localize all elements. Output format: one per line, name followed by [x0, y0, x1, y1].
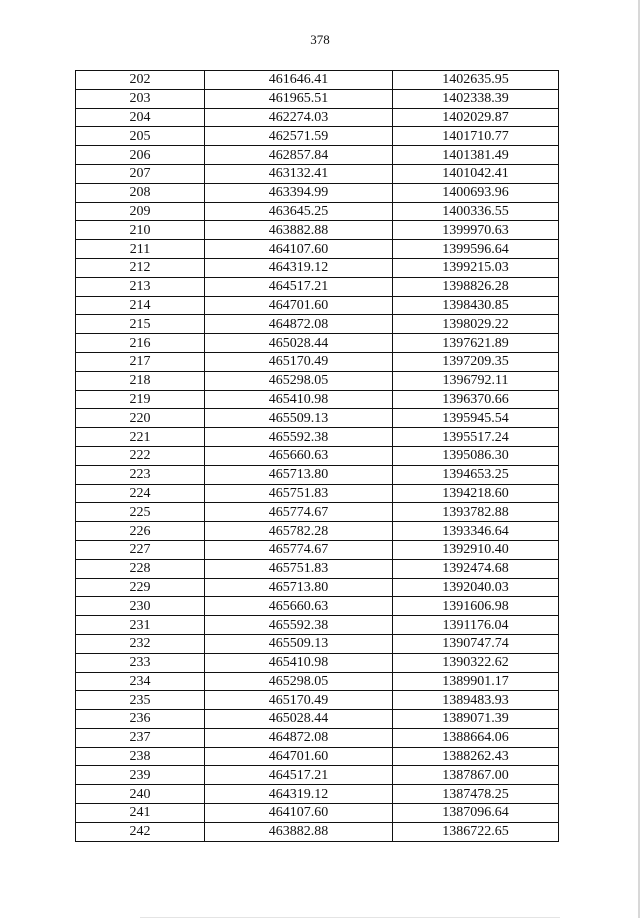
x-coordinate-cell: 463645.25: [205, 202, 393, 221]
point-number-cell: 216: [76, 334, 205, 353]
y-coordinate-cell: 1401710.77: [393, 127, 559, 146]
table-row: [76, 89, 559, 108]
point-number-cell: 207: [76, 164, 205, 183]
y-coordinate-cell: 1400336.55: [393, 202, 559, 221]
y-coordinate-cell: 1397209.35: [393, 352, 559, 371]
table-row: [76, 71, 559, 90]
table-row: [76, 371, 559, 390]
y-coordinate-cell: 1402029.87: [393, 108, 559, 127]
y-coordinate-cell: 1398826.28: [393, 277, 559, 296]
table-row: [76, 578, 559, 597]
point-number-cell: 224: [76, 484, 205, 503]
y-coordinate-cell: 1394653.25: [393, 465, 559, 484]
point-number-cell: 237: [76, 728, 205, 747]
point-number-cell: 227: [76, 540, 205, 559]
x-coordinate-cell: 465782.28: [205, 522, 393, 541]
point-number-cell: 203: [76, 89, 205, 108]
x-coordinate-cell: 465170.49: [205, 691, 393, 710]
table-row: [76, 334, 559, 353]
coordinate-table: [75, 70, 559, 842]
x-coordinate-cell: 464107.60: [205, 240, 393, 259]
x-coordinate-cell: 465592.38: [205, 428, 393, 447]
table-row: [76, 240, 559, 259]
point-number-cell: 210: [76, 221, 205, 240]
y-coordinate-cell: 1392474.68: [393, 559, 559, 578]
point-number-cell: 242: [76, 822, 205, 841]
x-coordinate-cell: 465774.67: [205, 503, 393, 522]
point-number-cell: 206: [76, 146, 205, 165]
point-number-cell: 223: [76, 465, 205, 484]
point-number-cell: 219: [76, 390, 205, 409]
x-coordinate-cell: 463882.88: [205, 822, 393, 841]
point-number-cell: 234: [76, 672, 205, 691]
x-coordinate-cell: 465751.83: [205, 484, 393, 503]
x-coordinate-cell: 464319.12: [205, 785, 393, 804]
x-coordinate-cell: 464872.08: [205, 315, 393, 334]
x-coordinate-cell: 463882.88: [205, 221, 393, 240]
y-coordinate-cell: 1396792.11: [393, 371, 559, 390]
x-coordinate-cell: 465410.98: [205, 390, 393, 409]
table-row: [76, 258, 559, 277]
x-coordinate-cell: 465713.80: [205, 465, 393, 484]
x-coordinate-cell: 464319.12: [205, 258, 393, 277]
table-row: [76, 390, 559, 409]
x-coordinate-cell: 465028.44: [205, 710, 393, 729]
table-row: [76, 465, 559, 484]
y-coordinate-cell: 1386722.65: [393, 822, 559, 841]
x-coordinate-cell: 465509.13: [205, 409, 393, 428]
table-row: [76, 108, 559, 127]
table-row: [76, 221, 559, 240]
y-coordinate-cell: 1397621.89: [393, 334, 559, 353]
table-row: [76, 672, 559, 691]
x-coordinate-cell: 464517.21: [205, 277, 393, 296]
table-row: [76, 785, 559, 804]
x-coordinate-cell: 465170.49: [205, 352, 393, 371]
y-coordinate-cell: 1392040.03: [393, 578, 559, 597]
x-coordinate-cell: 465713.80: [205, 578, 393, 597]
y-coordinate-cell: 1400693.96: [393, 183, 559, 202]
y-coordinate-cell: 1396370.66: [393, 390, 559, 409]
x-coordinate-cell: 463394.99: [205, 183, 393, 202]
y-coordinate-cell: 1387478.25: [393, 785, 559, 804]
point-number-cell: 229: [76, 578, 205, 597]
x-coordinate-cell: 464701.60: [205, 747, 393, 766]
y-coordinate-cell: 1399970.63: [393, 221, 559, 240]
y-coordinate-cell: 1388262.43: [393, 747, 559, 766]
table-row: [76, 540, 559, 559]
x-coordinate-cell: 464517.21: [205, 766, 393, 785]
x-coordinate-cell: 465774.67: [205, 540, 393, 559]
y-coordinate-cell: 1395945.54: [393, 409, 559, 428]
page-number: 378: [310, 32, 330, 47]
x-coordinate-cell: 462571.59: [205, 127, 393, 146]
table-row: [76, 728, 559, 747]
table-row: [76, 428, 559, 447]
x-coordinate-cell: 464872.08: [205, 728, 393, 747]
point-number-cell: 202: [76, 71, 205, 90]
table-row: [76, 634, 559, 653]
x-coordinate-cell: 463132.41: [205, 164, 393, 183]
table-row: [76, 183, 559, 202]
x-coordinate-cell: 465509.13: [205, 634, 393, 653]
table-row: [76, 766, 559, 785]
table-row: [76, 503, 559, 522]
x-coordinate-cell: 465592.38: [205, 616, 393, 635]
table-row: [76, 296, 559, 315]
point-number-cell: 228: [76, 559, 205, 578]
point-number-cell: 214: [76, 296, 205, 315]
y-coordinate-cell: 1387096.64: [393, 804, 559, 823]
table-row: [76, 127, 559, 146]
table-row: [76, 446, 559, 465]
y-coordinate-cell: 1402338.39: [393, 89, 559, 108]
x-coordinate-cell: 462857.84: [205, 146, 393, 165]
point-number-cell: 236: [76, 710, 205, 729]
point-number-cell: 222: [76, 446, 205, 465]
x-coordinate-cell: 465410.98: [205, 653, 393, 672]
coordinate-table-body: [76, 71, 559, 842]
x-coordinate-cell: 464701.60: [205, 296, 393, 315]
y-coordinate-cell: 1393782.88: [393, 503, 559, 522]
point-number-cell: 235: [76, 691, 205, 710]
table-row: [76, 822, 559, 841]
point-number-cell: 205: [76, 127, 205, 146]
y-coordinate-cell: 1390322.62: [393, 653, 559, 672]
y-coordinate-cell: 1401042.41: [393, 164, 559, 183]
table-row: [76, 597, 559, 616]
y-coordinate-cell: 1398430.85: [393, 296, 559, 315]
y-coordinate-cell: 1395086.30: [393, 446, 559, 465]
table-row: [76, 559, 559, 578]
point-number-cell: 213: [76, 277, 205, 296]
table-row: [76, 277, 559, 296]
point-number-cell: 204: [76, 108, 205, 127]
x-coordinate-cell: 465660.63: [205, 597, 393, 616]
table-row: [76, 804, 559, 823]
y-coordinate-cell: 1391176.04: [393, 616, 559, 635]
table-row: [76, 146, 559, 165]
x-coordinate-cell: 461646.41: [205, 71, 393, 90]
point-number-cell: 225: [76, 503, 205, 522]
y-coordinate-cell: 1401381.49: [393, 146, 559, 165]
y-coordinate-cell: 1395517.24: [393, 428, 559, 447]
point-number-cell: 232: [76, 634, 205, 653]
point-number-cell: 221: [76, 428, 205, 447]
x-coordinate-cell: 465298.05: [205, 672, 393, 691]
x-coordinate-cell: 464107.60: [205, 804, 393, 823]
x-coordinate-cell: 465660.63: [205, 446, 393, 465]
table-row: [76, 315, 559, 334]
table-row: [76, 522, 559, 541]
x-coordinate-cell: 462274.03: [205, 108, 393, 127]
point-number-cell: 212: [76, 258, 205, 277]
point-number-cell: 233: [76, 653, 205, 672]
point-number-cell: 218: [76, 371, 205, 390]
point-number-cell: 231: [76, 616, 205, 635]
point-number-cell: 208: [76, 183, 205, 202]
table-row: [76, 409, 559, 428]
point-number-cell: 238: [76, 747, 205, 766]
point-number-cell: 217: [76, 352, 205, 371]
y-coordinate-cell: 1390747.74: [393, 634, 559, 653]
table-row: [76, 164, 559, 183]
y-coordinate-cell: 1394218.60: [393, 484, 559, 503]
table-row: [76, 616, 559, 635]
x-coordinate-cell: 461965.51: [205, 89, 393, 108]
point-number-cell: 240: [76, 785, 205, 804]
y-coordinate-cell: 1392910.40: [393, 540, 559, 559]
y-coordinate-cell: 1389901.17: [393, 672, 559, 691]
y-coordinate-cell: 1398029.22: [393, 315, 559, 334]
table-row: [76, 710, 559, 729]
y-coordinate-cell: 1391606.98: [393, 597, 559, 616]
table-row: [76, 202, 559, 221]
x-coordinate-cell: 465028.44: [205, 334, 393, 353]
y-coordinate-cell: 1402635.95: [393, 71, 559, 90]
point-number-cell: 215: [76, 315, 205, 334]
point-number-cell: 209: [76, 202, 205, 221]
table-row: [76, 484, 559, 503]
y-coordinate-cell: 1399596.64: [393, 240, 559, 259]
y-coordinate-cell: 1387867.00: [393, 766, 559, 785]
point-number-cell: 226: [76, 522, 205, 541]
y-coordinate-cell: 1393346.64: [393, 522, 559, 541]
y-coordinate-cell: 1388664.06: [393, 728, 559, 747]
y-coordinate-cell: 1389071.39: [393, 710, 559, 729]
point-number-cell: 211: [76, 240, 205, 259]
table-row: [76, 747, 559, 766]
table-row: [76, 653, 559, 672]
point-number-cell: 230: [76, 597, 205, 616]
y-coordinate-cell: 1389483.93: [393, 691, 559, 710]
table-row: [76, 352, 559, 371]
point-number-cell: 241: [76, 804, 205, 823]
x-coordinate-cell: 465751.83: [205, 559, 393, 578]
y-coordinate-cell: 1399215.03: [393, 258, 559, 277]
point-number-cell: 220: [76, 409, 205, 428]
x-coordinate-cell: 465298.05: [205, 371, 393, 390]
point-number-cell: 239: [76, 766, 205, 785]
table-row: [76, 691, 559, 710]
